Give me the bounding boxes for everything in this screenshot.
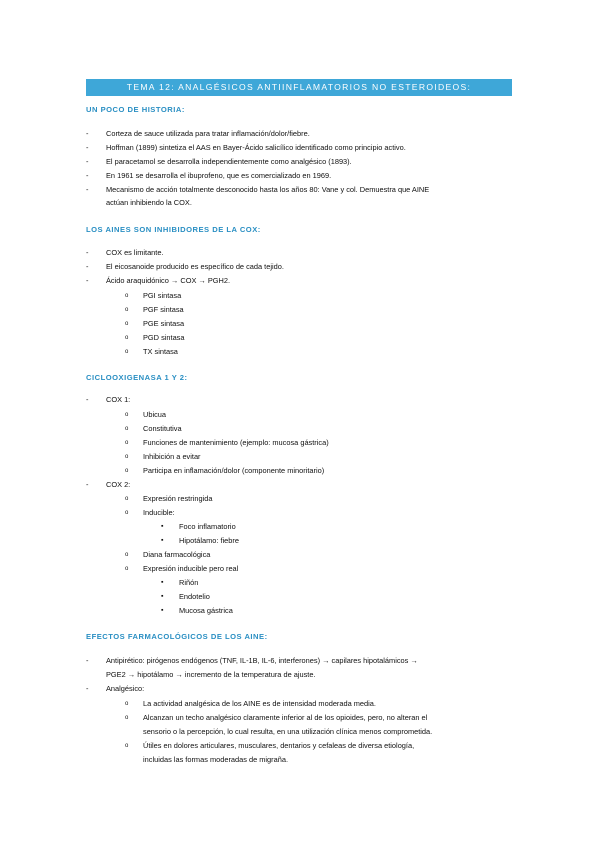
bullet-dash: - bbox=[86, 157, 89, 166]
sub-list-item bbox=[125, 332, 185, 344]
list-item bbox=[86, 683, 145, 695]
section-heading-ciclooxigenasa: CICLOOXIGENASA 1 Y 2: bbox=[86, 373, 188, 382]
sub-list-item bbox=[125, 740, 415, 752]
sub-sub-item-text: Endotelio bbox=[179, 592, 210, 601]
list-item-text: Mecanismo de acción totalmente desconocido hasta los años 80: Vane y col. Demuestra que AINE bbox=[106, 185, 430, 194]
sub-list-item bbox=[125, 409, 167, 421]
bullet-circle: o bbox=[125, 454, 129, 460]
bullet-circle: o bbox=[125, 468, 129, 474]
list-item-text: Corteza de sauce utilizada para tratar inflamación/dolor/fiebre. bbox=[106, 129, 310, 138]
sub-item-text: Funciones de mantenimiento (ejemplo: mucosa gástrica) bbox=[143, 438, 329, 447]
list-item bbox=[86, 247, 164, 259]
bullet-dash: - bbox=[86, 684, 89, 693]
bullet-circle: o bbox=[125, 412, 129, 418]
list-item-text: El eicosanoide producido es específico de cada tejido. bbox=[106, 262, 284, 271]
sub-list-item bbox=[125, 304, 184, 316]
bullet-circle: o bbox=[125, 335, 129, 341]
list-item bbox=[86, 128, 310, 140]
list-item-text: COX 1: bbox=[106, 395, 131, 404]
bullet-dash: - bbox=[86, 395, 89, 404]
bullet-square: ▪ bbox=[161, 523, 164, 530]
sub-list-item bbox=[125, 346, 178, 358]
sub-item-text: Expresión inducible pero real bbox=[143, 564, 239, 573]
sub-list-item bbox=[125, 451, 201, 463]
list-item bbox=[86, 184, 430, 196]
bullet-square: ▪ bbox=[161, 579, 164, 586]
sub-item-text: Expresión restringida bbox=[143, 494, 213, 503]
sub-list-item-continuation: incluidas las formas moderadas de migraña. bbox=[143, 755, 289, 764]
bullet-circle: o bbox=[125, 307, 129, 313]
bullet-square: ▪ bbox=[161, 607, 164, 614]
sub-item-text: PGE sintasa bbox=[143, 319, 185, 328]
bullet-dash: - bbox=[86, 143, 89, 152]
bullet-dash: - bbox=[86, 171, 89, 180]
bullet-circle: o bbox=[125, 440, 129, 446]
list-item bbox=[86, 655, 418, 667]
sub-sub-item-text: Hipotálamo: fiebre bbox=[179, 536, 239, 545]
sub-sub-list-item bbox=[161, 521, 236, 533]
sub-list-item bbox=[125, 493, 213, 505]
sub-item-text: Participa en inflamación/dolor (componente minoritario) bbox=[143, 466, 325, 475]
bullet-square: ▪ bbox=[161, 537, 164, 544]
bullet-dash: - bbox=[86, 480, 89, 489]
sub-list-item bbox=[125, 423, 182, 435]
bullet-dash: - bbox=[86, 248, 89, 257]
bullet-circle: o bbox=[125, 321, 129, 327]
sub-list-item bbox=[125, 698, 376, 710]
bullet-dash: - bbox=[86, 185, 89, 194]
bullet-circle: o bbox=[125, 293, 129, 299]
bullet-circle: o bbox=[125, 566, 129, 572]
sub-list-item bbox=[125, 318, 185, 330]
sub-list-item bbox=[125, 290, 182, 302]
bullet-dash: - bbox=[86, 276, 89, 285]
sub-sub-list-item bbox=[161, 577, 199, 589]
bullet-dash: - bbox=[86, 262, 89, 271]
list-item-text: Ácido araquidónico → COX → PGH2. bbox=[106, 276, 231, 285]
sub-item-text: Alcanzan un techo analgésico claramente inferior al de los opioides, pero, no alteran el bbox=[143, 713, 428, 722]
sub-item-text: Ubicua bbox=[143, 410, 167, 419]
list-item bbox=[86, 142, 406, 154]
bullet-square: ▪ bbox=[161, 593, 164, 600]
sub-item-text: TX sintasa bbox=[143, 347, 178, 356]
sub-item-text: Inhibición a evitar bbox=[143, 452, 201, 461]
bullet-circle: o bbox=[125, 426, 129, 432]
sub-sub-item-text: Riñón bbox=[179, 578, 199, 587]
sub-sub-list-item bbox=[161, 591, 210, 603]
sub-list-item bbox=[125, 563, 239, 575]
sub-item-text: Inducible: bbox=[143, 508, 175, 517]
list-item bbox=[86, 479, 131, 491]
bullet-dash: - bbox=[86, 129, 89, 138]
list-item bbox=[86, 156, 352, 168]
sub-list-item bbox=[125, 465, 325, 477]
list-item bbox=[86, 261, 284, 273]
list-item-text: En 1961 se desarrolla el ibuprofeno, que es comercializado en 1969. bbox=[106, 171, 332, 180]
sub-sub-item-text: Mucosa gástrica bbox=[179, 606, 233, 615]
sub-item-text: Útiles en dolores articulares, musculares, dentarios y cefaleas de diversa etiología, bbox=[143, 741, 415, 750]
sub-item-text: PGD sintasa bbox=[143, 333, 185, 342]
bullet-circle: o bbox=[125, 743, 129, 749]
sub-list-item bbox=[125, 712, 428, 724]
sub-sub-list-item bbox=[161, 605, 233, 617]
section-heading-cox: LOS AINES SON INHIBIDORES DE LA COX: bbox=[86, 225, 261, 234]
bullet-circle: o bbox=[125, 701, 129, 707]
bullet-circle: o bbox=[125, 496, 129, 502]
sub-item-text: PGI sintasa bbox=[143, 291, 182, 300]
sub-list-item bbox=[125, 549, 211, 561]
section-heading-efectos: EFECTOS FARMACOLÓGICOS DE LOS AINE: bbox=[86, 632, 268, 641]
sub-item-text: La actividad analgésica de los AINE es de intensidad moderada media. bbox=[143, 699, 376, 708]
bullet-circle: o bbox=[125, 349, 129, 355]
sub-list-item-continuation: sensorio o la percepción, lo cual resulta, en una utilización clínica menos comprometida. bbox=[143, 727, 433, 736]
bullet-circle: o bbox=[125, 715, 129, 721]
bullet-circle: o bbox=[125, 510, 129, 516]
list-item-text: Antipirético: pirógenos endógenos (TNF, IL-1B, IL-6, interferones) → capilares hipotalámicos → bbox=[106, 656, 418, 665]
list-item bbox=[86, 394, 131, 406]
list-item-text: Analgésico: bbox=[106, 684, 145, 693]
sub-item-text: Diana farmacológica bbox=[143, 550, 211, 559]
bullet-dash: - bbox=[86, 656, 89, 665]
page-title: TEMA 12: ANALGÉSICOS ANTIINFLAMATORIOS NO ESTEROIDEOS: bbox=[86, 79, 512, 96]
list-item-text: COX 2: bbox=[106, 480, 131, 489]
list-item-continuation: PGE2 → hipotálamo → incremento de la temperatura de ajuste. bbox=[106, 670, 316, 679]
list-item-text: El paracetamol se desarrolla independientemente como analgésico (1893). bbox=[106, 157, 352, 166]
bullet-circle: o bbox=[125, 552, 129, 558]
section-heading-historia: UN POCO DE HISTORIA: bbox=[86, 105, 185, 114]
sub-sub-item-text: Foco inflamatorio bbox=[179, 522, 236, 531]
sub-list-item bbox=[125, 437, 329, 449]
sub-sub-list-item bbox=[161, 535, 239, 547]
list-item-text: Hoffman (1899) sintetiza el AAS en Bayer-Ácido salicílico identificado como principio activo. bbox=[106, 143, 406, 152]
list-item-continuation: actúan inhibiendo la COX. bbox=[106, 198, 192, 207]
list-item bbox=[86, 170, 332, 182]
sub-list-item bbox=[125, 507, 175, 519]
list-item-text: COX es limitante. bbox=[106, 248, 164, 257]
list-item bbox=[86, 275, 231, 287]
sub-item-text: PGF sintasa bbox=[143, 305, 184, 314]
sub-item-text: Constitutiva bbox=[143, 424, 182, 433]
